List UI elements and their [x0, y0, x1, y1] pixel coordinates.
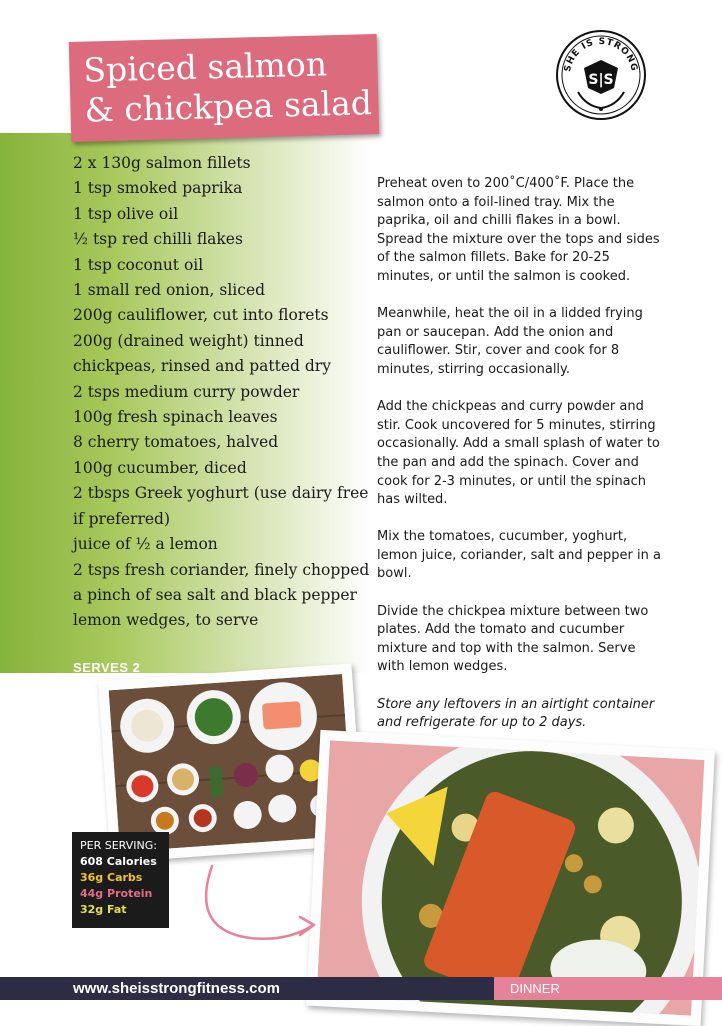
- ingredient-item: 200g cauliflower, cut into florets: [73, 306, 329, 325]
- footer-website-link[interactable]: www.sheisstrongfitness.com: [73, 980, 280, 997]
- nutrition-carbs: 36g Carbs: [80, 871, 143, 884]
- finished-dish-photo-image: [317, 740, 705, 1015]
- she-is-strong-logo: [556, 30, 646, 120]
- nutrition-box: [72, 832, 169, 928]
- ingredient-item: 2 x 130g salmon fillets: [73, 154, 251, 172]
- ingredient-item: 100g fresh spinach leaves: [73, 408, 278, 427]
- method-step: Mix the tomatoes, cucumber, yoghurt, lemon juice, coriander, salt and pepper in a bowl.: [377, 529, 661, 582]
- ingredient-item: 1 small red onion, sliced: [73, 281, 266, 300]
- ingredients-list: [73, 151, 369, 634]
- ingredient-item: 100g cucumber, diced: [73, 458, 247, 477]
- nutrition-heading: PER SERVING:: [80, 839, 157, 852]
- recipe-title-line-1: Spiced salmon: [82, 44, 328, 90]
- ingredient-item: lemon wedges, to serve: [73, 611, 259, 630]
- ingredient-item: if preferred): [73, 509, 170, 528]
- method-step: Meanwhile, heat the oil in a lidded frying pan or saucepan. Add the onion and cauliflower. Stir, cover and cook for 8 minutes, stirring occasionally.: [377, 306, 643, 377]
- nutrition-protein: 44g Protein: [80, 887, 153, 900]
- ingredient-item: 1 tsp smoked paprika: [73, 179, 243, 198]
- method-step: Add the chickpeas and curry powder and stir. Cook uncovered for 5 minutes, stirring occasionally. Add a small splash of water to the pan and add the spinach. Cover and cook for 2-3 minutes, or until the spinach has wilted.: [377, 399, 660, 508]
- ingredient-item: 1 tsp coconut oil: [73, 255, 204, 274]
- logo-text: SHE IS STRONG: [563, 36, 639, 73]
- nutrition-calories: 608 Calories: [80, 855, 157, 868]
- footer-category-tag: DINNER: [494, 977, 722, 1000]
- ingredient-item: ½ tsp red chilli flakes: [73, 230, 243, 249]
- ingredient-item: 2 tsps fresh coriander, finely chopped: [73, 560, 370, 579]
- ingredient-item: 8 cherry tomatoes, halved: [73, 433, 279, 452]
- method-steps: [377, 175, 662, 751]
- ingredient-item: 200g (drained weight) tinned: [73, 331, 304, 350]
- ingredient-item: 2 tbsps Greek yoghurt (use dairy free: [73, 484, 369, 503]
- storage-note: Store any leftovers in an airtight container and refrigerate for up to 2 days.: [377, 696, 655, 731]
- serves-label: SERVES 2: [73, 660, 141, 675]
- method-step: Preheat oven to 200˚C/400˚F. Place the salmon onto a foil-lined tray. Mix the paprika, oil and chilli flakes in a bowl. Spread the mixture over the tops and sides of the salmon fillets. Bake for 20-25 minutes, or until the salmon is cooked.: [377, 176, 660, 284]
- ingredient-item: 1 tsp olive oil: [73, 204, 179, 223]
- nutrition-fat: 32g Fat: [80, 903, 127, 916]
- curved-arrow-icon: [190, 860, 330, 950]
- method-step: Divide the chickpea mixture between two plates. Add the tomato and cucumber mixture and top with the salmon. Serve with lemon wedges.: [377, 603, 649, 675]
- ingredient-item: juice of ½ a lemon: [73, 535, 218, 554]
- recipe-title-line-2: & chickpea salad: [84, 83, 373, 130]
- recipe-title-banner: [69, 34, 380, 142]
- ingredient-item: chickpeas, rinsed and patted dry: [73, 357, 331, 376]
- ingredient-item: 2 tsps medium curry powder: [73, 382, 300, 401]
- ingredient-item: a pinch of sea salt and black pepper: [73, 585, 357, 604]
- logo-monogram: S|S: [588, 72, 614, 88]
